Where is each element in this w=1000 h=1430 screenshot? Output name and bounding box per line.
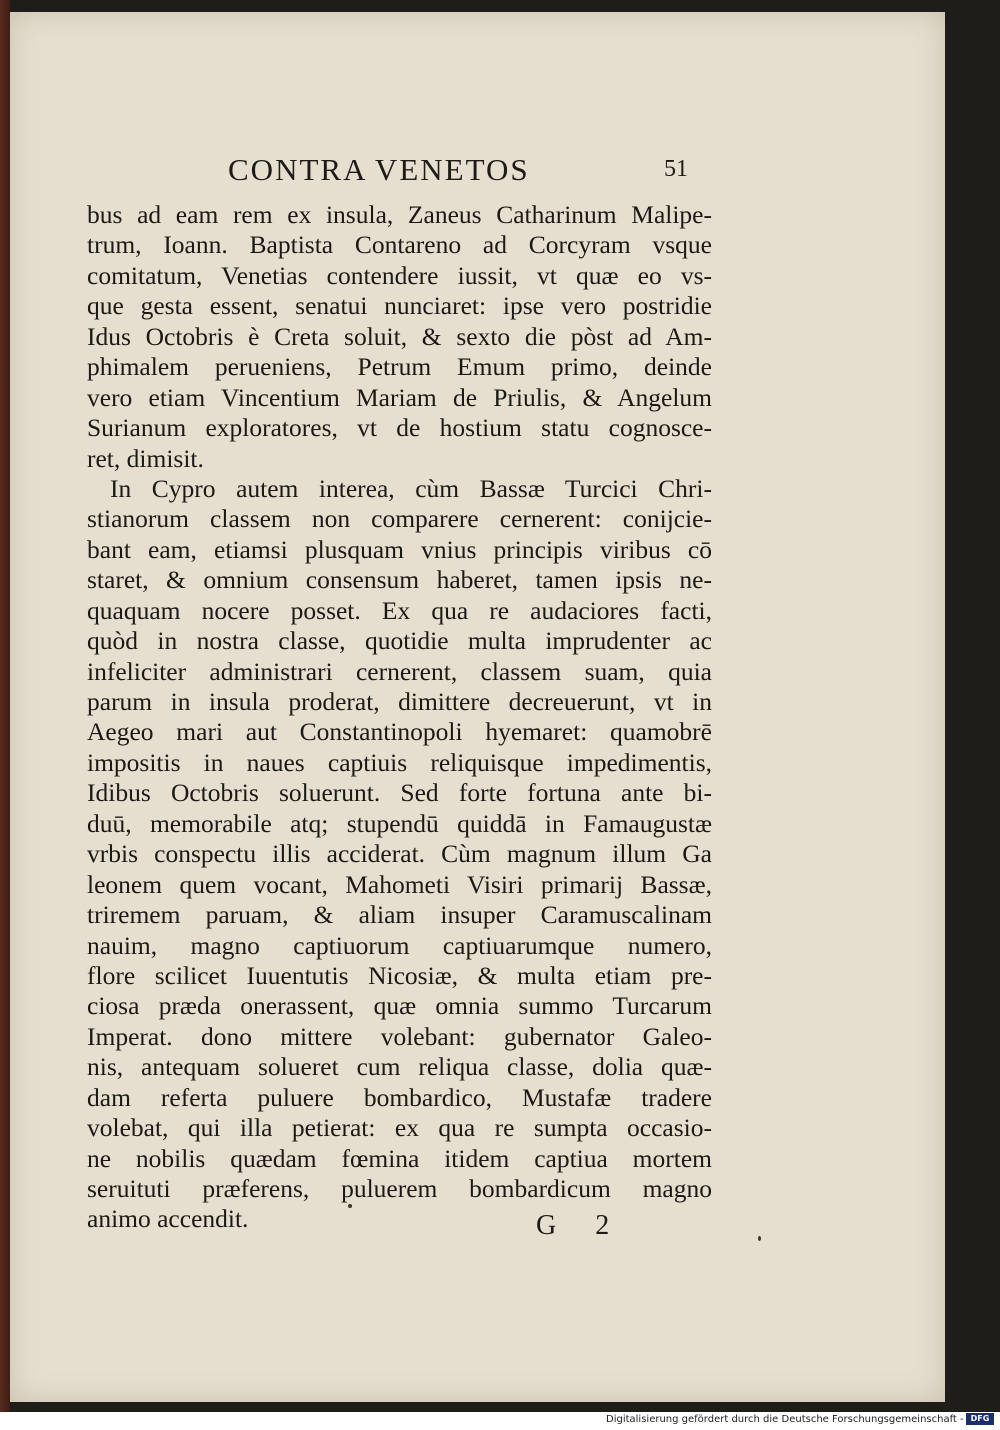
text-line: ciosa præda onerassent, quæ omnia summo Turcarum	[87, 991, 712, 1021]
text-line: seruituti præferens, puluerem bombardicum magno	[87, 1174, 712, 1203]
text-line: parum in insula proderat, dimittere decreuerunt, vt in	[87, 687, 712, 716]
ink-speck	[758, 1236, 761, 1241]
text-line: dam referta puluere bombardico, Mustafæ tradere	[87, 1082, 712, 1112]
digitization-credit: Digitalisierung gefördert durch die Deutsche Forschungsgemeinschaft -	[606, 1414, 964, 1425]
text-line: staret, & omnium consensum haberet, tamen ipsis ne-	[87, 565, 712, 595]
text-line: duū, memorabile atq; stupendū quiddā in Famaugustæ	[87, 808, 712, 838]
text-line: vero etiam Vincentium Mariam de Priulis, & Angelum	[87, 382, 712, 412]
page-number: 51	[664, 156, 688, 182]
text-line: vrbis conspectu illis acciderat. Cùm magnum illum Ga	[87, 839, 712, 869]
text-line: quòd in nostra classe, quotidie multa imprudenter ac	[87, 626, 712, 656]
ink-speck	[348, 1204, 352, 1208]
text-line: nis, antequam solueret cum reliqua classe, dolia quæ-	[87, 1052, 712, 1082]
book-spine-edge	[0, 0, 10, 1412]
text-line: trum, Ioann. Baptista Contareno ad Corcyram vsque	[87, 230, 712, 260]
text-line: ret, dimisit.	[87, 443, 204, 473]
text-line: Imperat. dono mittere volebant: gubernator Galeo-	[87, 1021, 712, 1051]
book-page	[10, 12, 945, 1402]
dfg-logo: DFG	[966, 1413, 994, 1425]
text-line: leonem quem vocant, Mahometi Visiri primarij Bassæ,	[87, 869, 712, 899]
text-line: impositis in naues captiuis reliquisque impedimentis,	[87, 747, 712, 777]
text-line: Idus Octobris è Creta soluit, & sexto die pòst ad Am-	[87, 321, 712, 351]
text-line: quaquam nocere posset. Ex qua re audaciores facti,	[87, 595, 712, 625]
text-line: bus ad eam rem ex insula, Zaneus Catharinum Malipe-	[87, 200, 712, 229]
text-line: Surianum exploratores, vt de hostium statu cognosce-	[87, 413, 712, 443]
text-line: animo accendit.	[87, 1204, 249, 1234]
running-title: CONTRA VENETOS	[228, 152, 530, 187]
text-line: que gesta essent, senatui nunciaret: ipse vero postridie	[87, 291, 712, 321]
body-text	[87, 200, 712, 1235]
text-line: In Cypro autem interea, cùm Bassæ Turcici Chri-	[110, 473, 712, 503]
text-line: ne nobilis quædam fœmina itidem captiua mortem	[87, 1143, 712, 1173]
text-line: stianorum classem non comparere cernerent: conijcie-	[87, 504, 712, 534]
page-header	[228, 152, 688, 192]
text-line: phimalem perueniens, Petrum Emum primo, deinde	[87, 352, 712, 382]
text-line: Aegeo mari aut Constantinopoli hyemaret: quamobrē	[87, 717, 712, 747]
text-line: infeliciter administrari cernerent, classem suam, quia	[87, 656, 712, 686]
text-line: flore scilicet Iuuentutis Nicosiæ, & multa etiam pre-	[87, 960, 712, 990]
text-line: bant eam, etiamsi plusquam vnius principis viribus cō	[87, 534, 712, 564]
text-line: Idibus Octobris soluerunt. Sed forte fortuna ante bi-	[87, 778, 712, 808]
signature-mark: G 2	[536, 1210, 626, 1241]
text-line: volebat, qui illa petierat: ex qua re sumpta occasio-	[87, 1113, 712, 1143]
text-line: comitatum, Venetias contendere iussit, vt quæ eo vs-	[87, 260, 712, 290]
text-line: triremem paruam, & aliam insuper Caramuscalinam	[87, 900, 712, 930]
text-line: nauim, magno captiuorum captiuarumque numero,	[87, 930, 712, 960]
